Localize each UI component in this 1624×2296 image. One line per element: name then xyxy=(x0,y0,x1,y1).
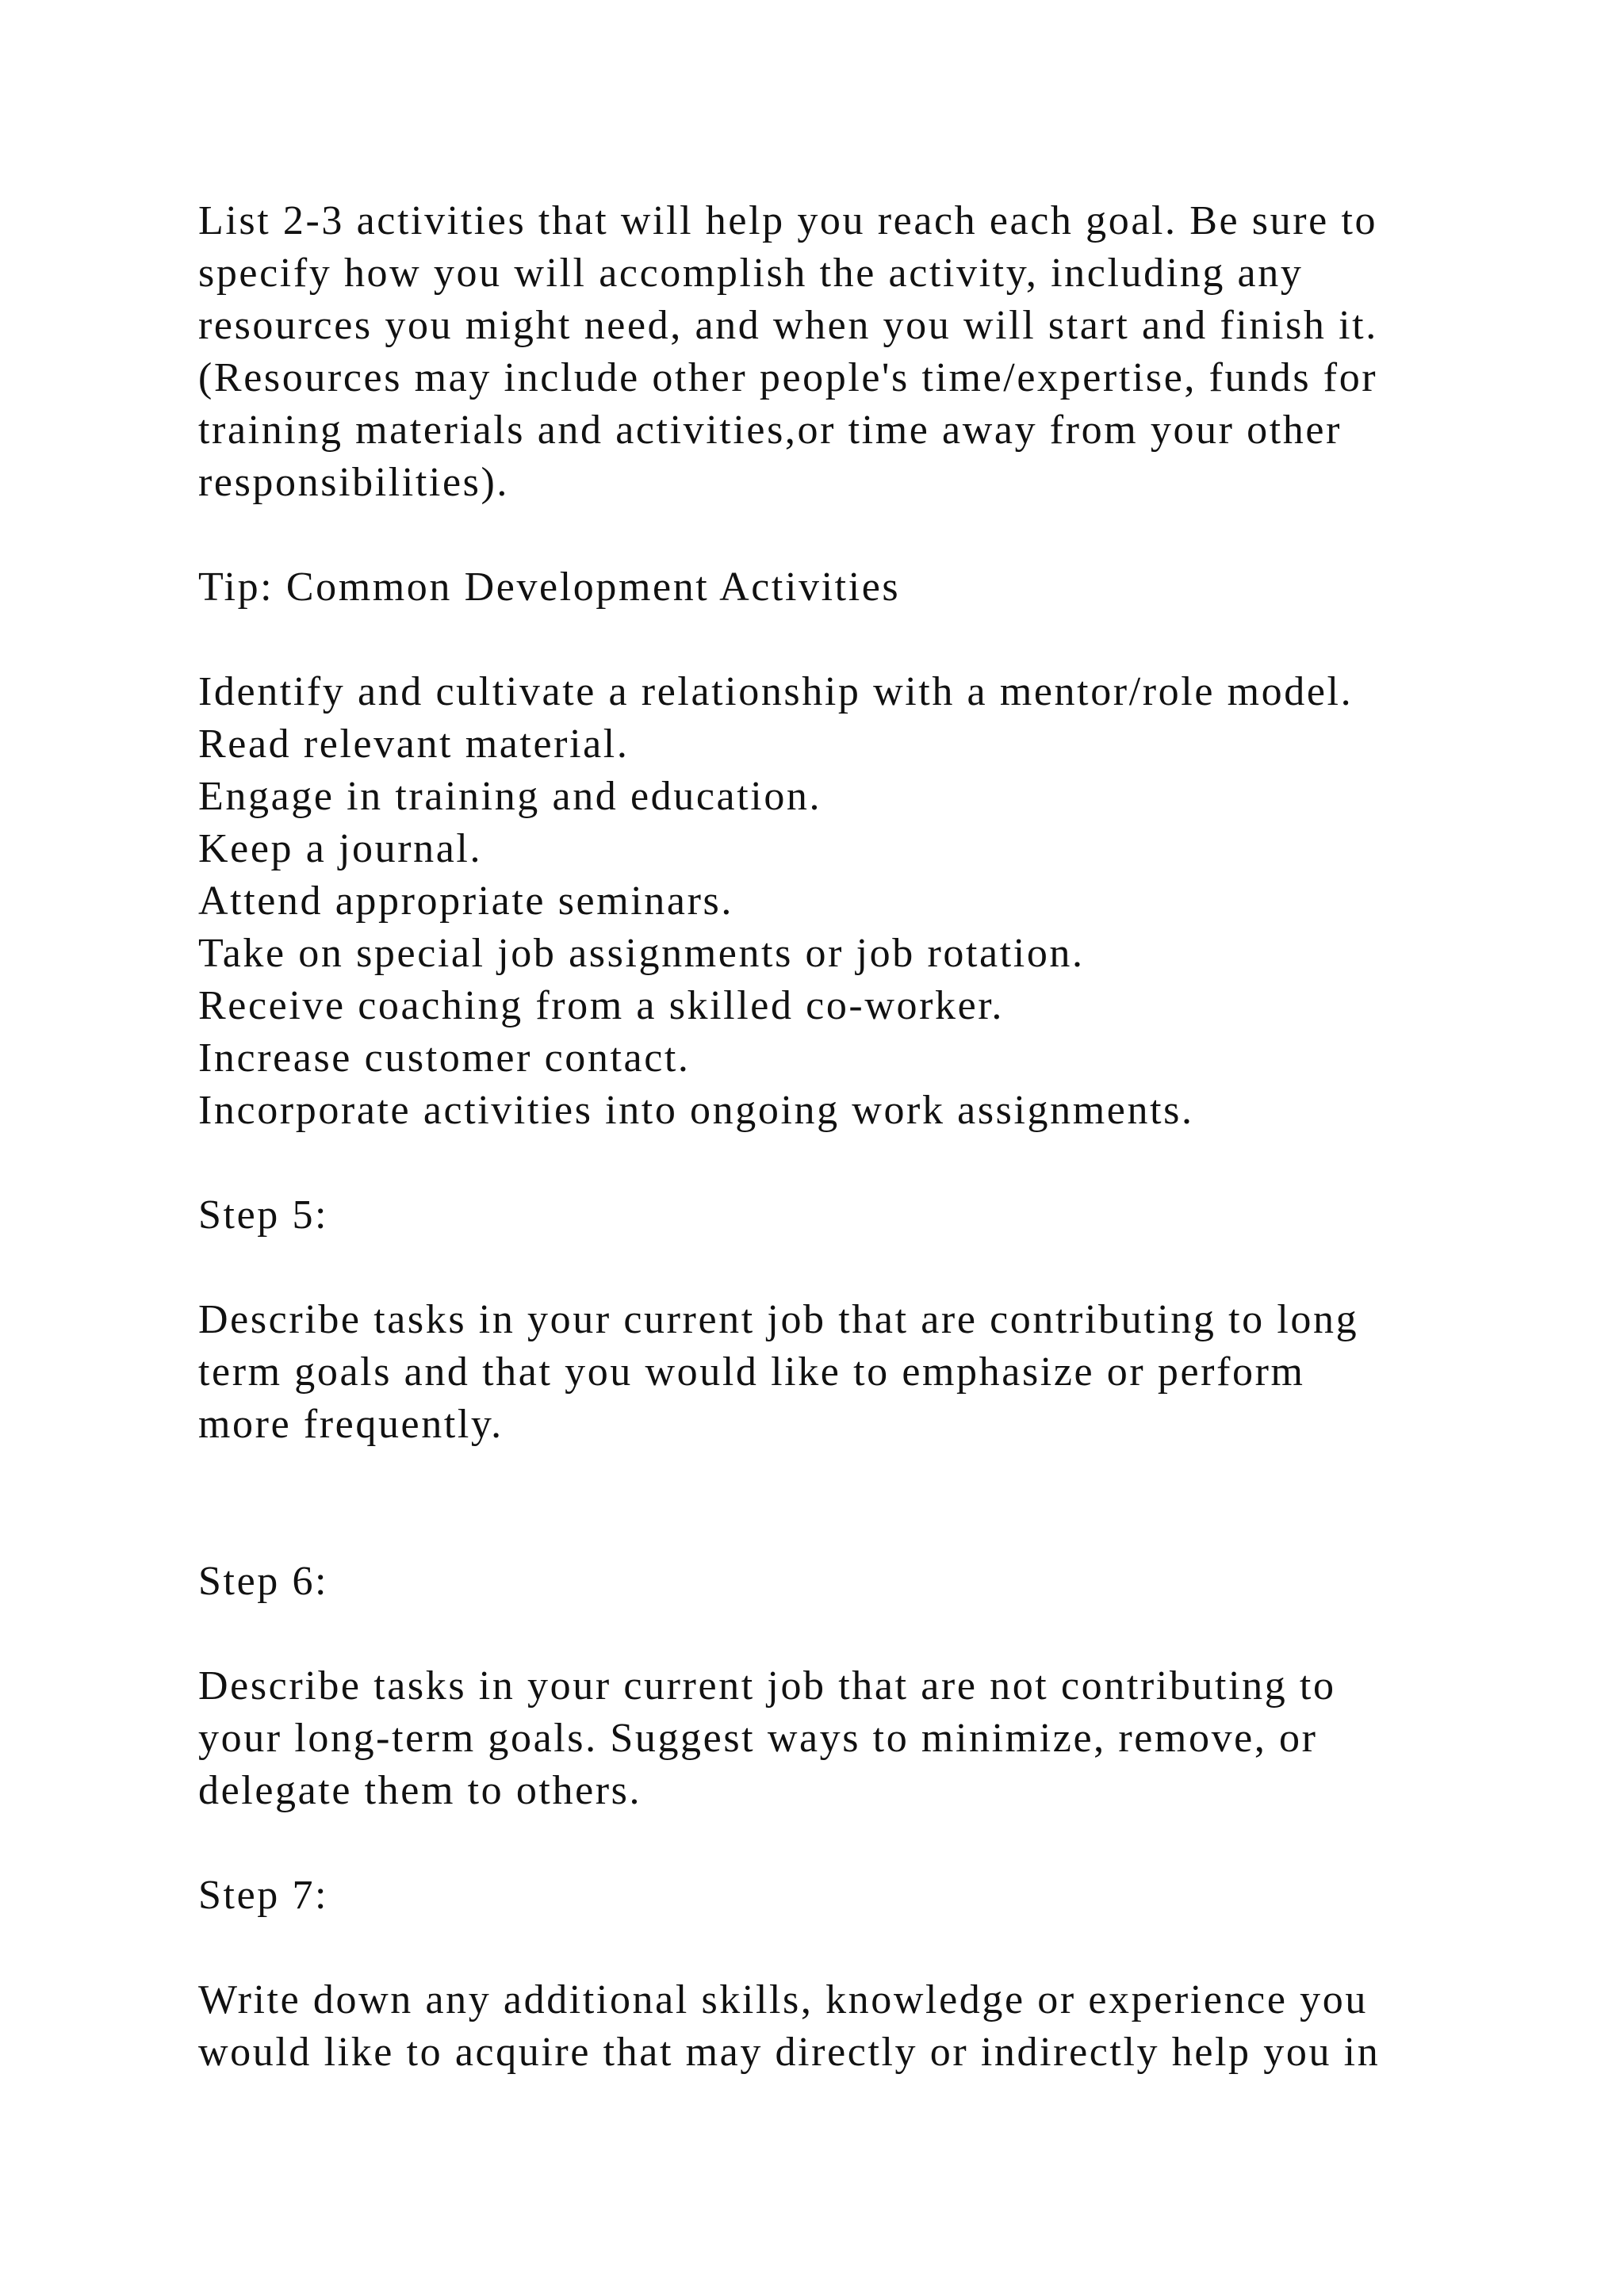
paragraph-line: more frequently. xyxy=(198,1402,504,1447)
list-item: Incorporate activities into ongoing work assignments. xyxy=(198,1088,1194,1133)
intro-line: (Resources may include other people's time/expertise, funds for xyxy=(198,355,1378,400)
step-5-paragraph xyxy=(198,1294,1546,1451)
list-item: Identify and cultivate a relationship with a mentor/role model. xyxy=(198,669,1354,714)
list-item: Attend appropriate seminars. xyxy=(198,878,733,924)
list-item: Take on special job assignments or job rotation. xyxy=(198,931,1085,976)
step-7-paragraph xyxy=(198,1974,1546,2079)
list-item: Receive coaching from a skilled co-worker. xyxy=(198,983,1004,1028)
paragraph-line: Describe tasks in your current job that are contributing to long xyxy=(198,1297,1359,1342)
document-body xyxy=(198,195,1546,2079)
step-6-paragraph xyxy=(198,1660,1546,1817)
tip-list xyxy=(198,666,1546,1137)
paragraph-line: would like to acquire that may directly or indirectly help you in xyxy=(198,2030,1381,2075)
intro-line: responsibilities). xyxy=(198,460,509,505)
intro-line: specify how you will accomplish the activity, including any xyxy=(198,251,1304,296)
paragraph-line: Write down any additional skills, knowledge or experience you xyxy=(198,1977,1368,2022)
list-item: Read relevant material. xyxy=(198,721,630,767)
step-7-heading: Step 7: xyxy=(198,1873,329,1918)
list-item: Keep a journal. xyxy=(198,826,483,871)
intro-line: List 2-3 activities that will help you reach each goal. Be sure to xyxy=(198,198,1378,243)
step-5-heading: Step 5: xyxy=(198,1192,329,1238)
intro-line: training materials and activities,or time away from your other xyxy=(198,408,1342,453)
intro-paragraph xyxy=(198,195,1546,509)
list-item: Increase customer contact. xyxy=(198,1035,691,1081)
list-item: Engage in training and education. xyxy=(198,774,822,819)
intro-line: resources you might need, and when you will start and finish it. xyxy=(198,303,1378,348)
tip-heading: Tip: Common Development Activities xyxy=(198,564,901,610)
step-6-heading: Step 6: xyxy=(198,1559,329,1604)
paragraph-line: your long-term goals. Suggest ways to minimize, remove, or xyxy=(198,1716,1318,1761)
paragraph-line: term goals and that you would like to emphasize or perform xyxy=(198,1349,1305,1395)
paragraph-line: delegate them to others. xyxy=(198,1768,642,1813)
paragraph-line: Describe tasks in your current job that are not contributing to xyxy=(198,1663,1336,1709)
